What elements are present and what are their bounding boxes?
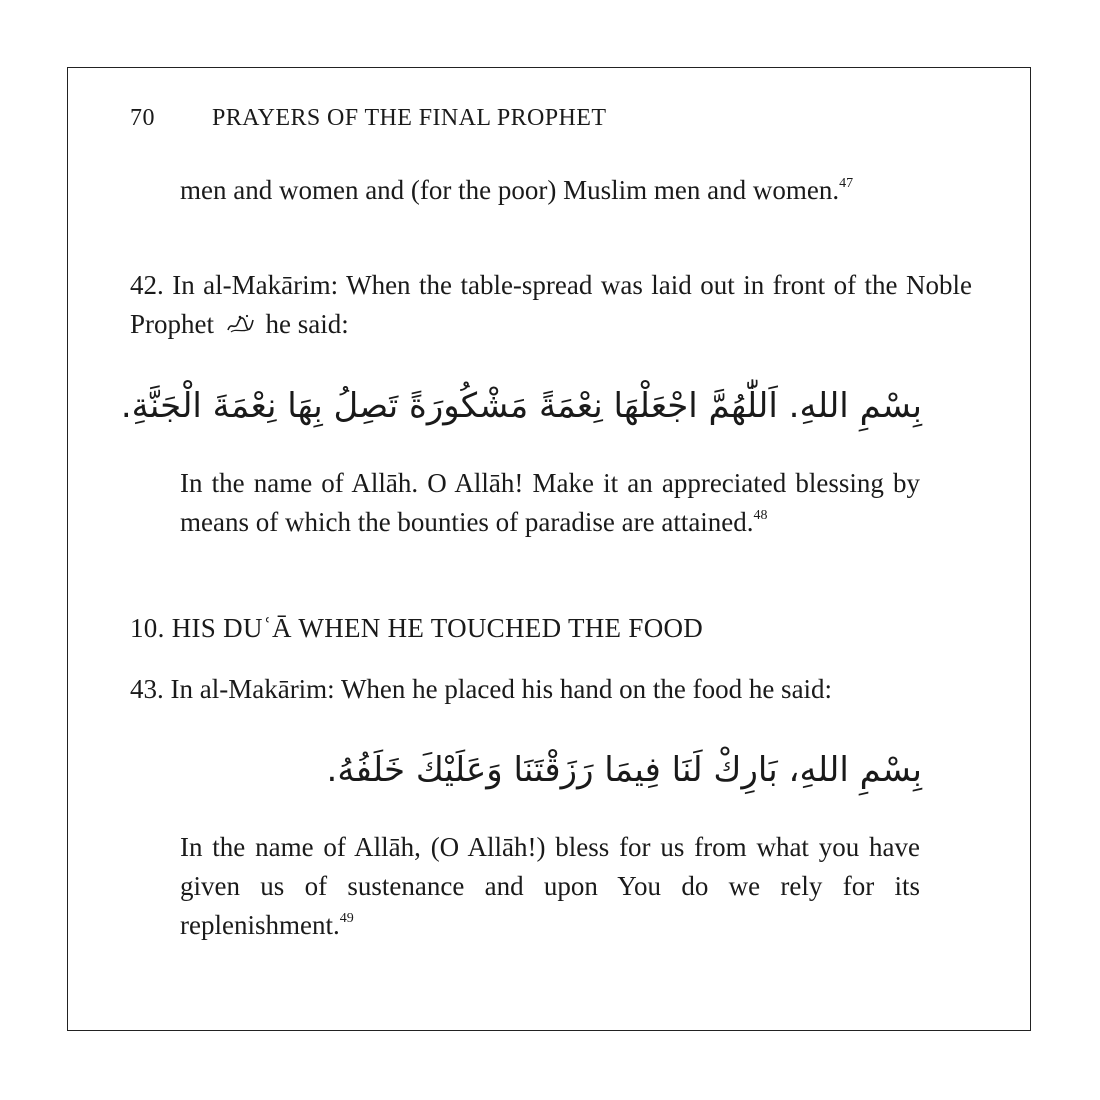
item-43-text: 43. In al-Makārim: When he placed his hand on the food he said: [130,674,833,704]
section-heading: 10. HIS DUʿĀ WHEN HE TOUCHED THE FOOD [130,613,704,643]
item-42-paragraph [130,266,972,344]
page-header [130,105,606,132]
continuation-text: men and women and (for the poor) Muslim men and women. [180,175,840,205]
footnote-marker-47: 47 [839,176,854,191]
salawat-calligraphy-icon [225,313,255,335]
running-title: PRAYERS OF THE FINAL PROPHET [212,105,607,131]
item-42-text-end: he said: [265,309,349,339]
translation-42 [180,464,920,542]
translation-43 [180,828,920,945]
footnote-marker-48: 48 [753,508,768,523]
item-43-paragraph [130,670,972,709]
translation-42-text: In the name of Allāh. O Allāh! Make it an appreciated blessing by means of which the bounties of paradise are attained. [180,468,920,537]
arabic-dua-43: بِسْمِ اللهِ، بَارِكْ لَنَا فِيمَا رَزَقْتَنَا وَعَلَيْكَ خَلَفُهُ. [326,750,922,790]
page-number: 70 [130,105,155,131]
translation-43-text: In the name of Allāh, (O Allāh!) bless for us from what you have given us of sustenance and upon You do we rely for its replenishment. [180,832,920,940]
item-42-text: 42. In al-Makārim: When the table-spread was laid out in front of the Noble Prophet [130,270,972,339]
continuation-paragraph [180,171,920,210]
footnote-marker-49: 49 [339,911,354,926]
arabic-dua-42: بِسْمِ اللهِ. اَللّٰهُمَّ اجْعَلْهَا نِعْمَةً مَشْكُورَةً تَصِلُ بِهَا نِعْمَةَ الْجَنَّةِ. [120,386,922,426]
